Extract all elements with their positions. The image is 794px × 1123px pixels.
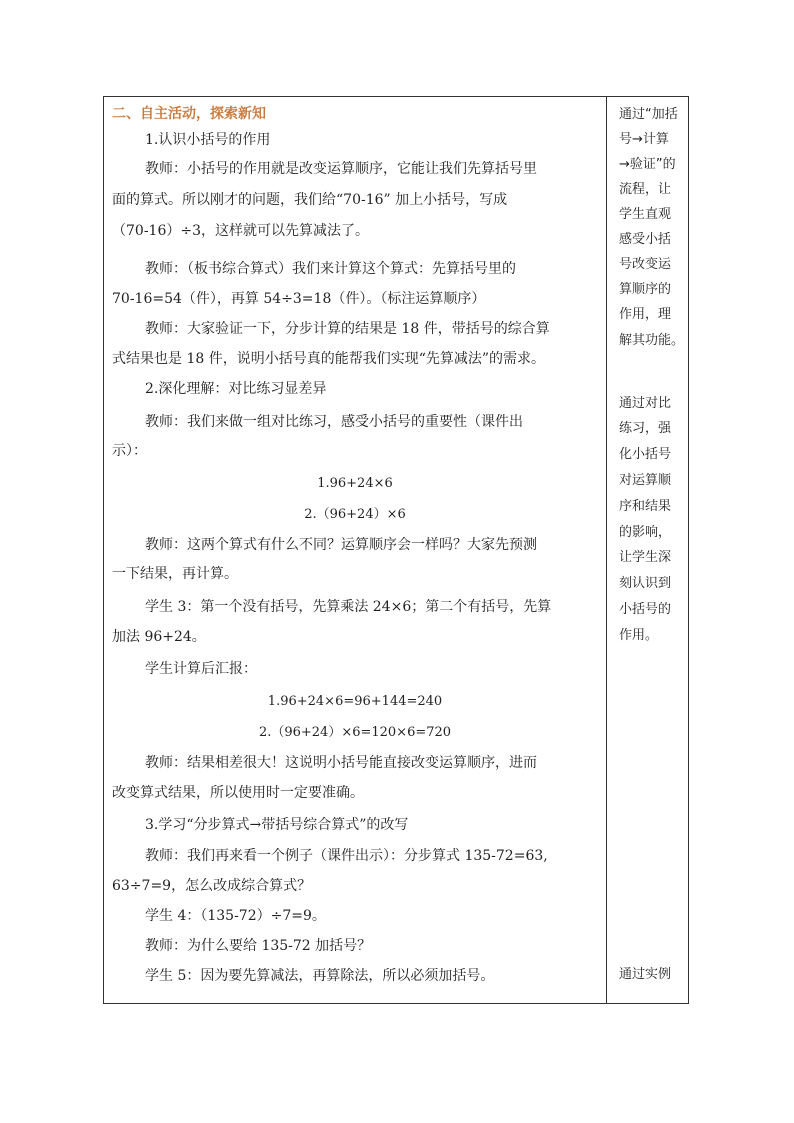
note-line: 流程，让 xyxy=(619,182,672,197)
text-line: 教师：结果相差很大！这说明小括号能直接改变运算顺序，进而 xyxy=(145,755,537,771)
subsection-title: 3.学习“分步算式→带括号综合算式”的改写 xyxy=(145,817,409,833)
section-heading: 二、自主活动，探索新知 xyxy=(112,106,266,122)
lesson-table xyxy=(103,96,689,1004)
note-line: 的影响， xyxy=(619,525,672,540)
text-line: 加法 96+24。 xyxy=(112,629,206,645)
note-line: 对运算顺 xyxy=(619,473,672,488)
lesson-content-column xyxy=(104,97,606,1003)
note-line: 让学生深 xyxy=(619,550,672,565)
text-line: 教师：大家验证一下，分步计算的结果是 18 件，带括号的综合算 xyxy=(145,321,550,337)
text-line: 学生计算后汇报： xyxy=(145,661,257,677)
note-line: 通过对比 xyxy=(619,396,672,411)
subsection-title: 1.认识小括号的作用 xyxy=(145,132,271,148)
note-line: 通过实例 xyxy=(619,967,672,982)
text-line: 学生 5：因为要先算减法，再算除法，所以必须加括号。 xyxy=(145,968,495,984)
text-line: 式结果也是 18 件，说明小括号真的能帮我们实现“先算减法”的需求。 xyxy=(112,351,546,367)
text-line: 一下结果，再计算。 xyxy=(112,566,238,582)
note-line: 刻认识到 xyxy=(619,576,672,591)
subsection-title: 2.深化理解：对比练习显差异 xyxy=(145,381,327,397)
text-line: 教师：这两个算式有什么不同？运算顺序会一样吗？大家先预测 xyxy=(145,537,537,553)
text-line: 教师：（板书综合算式）我们来计算这个算式：先算括号里的 xyxy=(145,261,516,277)
text-line: 教师：我们来做一组对比练习，感受小括号的重要性（课件出 xyxy=(145,414,523,430)
note-line: 练习，强 xyxy=(619,421,672,436)
formula-line: 1.96+24×6 xyxy=(317,476,393,491)
note-line: 算顺序的 xyxy=(619,282,672,297)
text-line: 教师：我们再来看一个例子（课件出示）：分步算式 135-72=63, xyxy=(145,848,548,864)
text-line: 学生 4：（135-72）÷7=9。 xyxy=(145,908,326,924)
text-line: 教师：为什么要给 135-72 加括号？ xyxy=(145,938,372,954)
text-line: 70-16=54（件），再算 54÷3=18（件）。（标注运算顺序） xyxy=(112,291,486,307)
text-line: 面的算式。所以刚才的问题，我们给“70-16” 加上小括号，写成 xyxy=(112,192,508,208)
formula-line: 2.（96+24）×6 xyxy=(304,507,406,522)
note-line: 感受小括 xyxy=(619,232,672,247)
note-line: 通过“加括 xyxy=(619,107,678,122)
note-line: →验证”的 xyxy=(619,157,676,172)
note-line: 作用，理 xyxy=(619,307,672,322)
text-line: 教师：小括号的作用就是改变运算顺序，它能让我们先算括号里 xyxy=(145,161,537,177)
note-line: 学生直观 xyxy=(619,207,672,222)
note-line: 号→计算 xyxy=(619,132,669,147)
text-line: 63÷7=9，怎么改成综合算式？ xyxy=(112,878,312,894)
text-line: 改变算式结果，所以使用时一定要准确。 xyxy=(112,785,364,801)
text-line: 学生 3：第一个没有括号，先算乘法 24×6；第二个有括号，先算 xyxy=(145,599,552,615)
note-line: 作用。 xyxy=(619,628,659,643)
note-line: 化小括号 xyxy=(619,447,672,462)
note-line: 解其功能。 xyxy=(619,333,685,348)
design-notes-column xyxy=(607,97,690,1003)
formula-line: 2.（96+24）×6=120×6=720 xyxy=(258,725,452,740)
text-line: （70-16）÷3，这样就可以先算减法了。 xyxy=(112,223,369,239)
note-line: 序和结果 xyxy=(619,499,672,514)
text-line: 示）： xyxy=(112,443,147,459)
note-line: 号改变运 xyxy=(619,257,672,272)
note-line: 小括号的 xyxy=(619,602,672,617)
formula-line: 1.96+24×6=96+144=240 xyxy=(267,694,443,709)
